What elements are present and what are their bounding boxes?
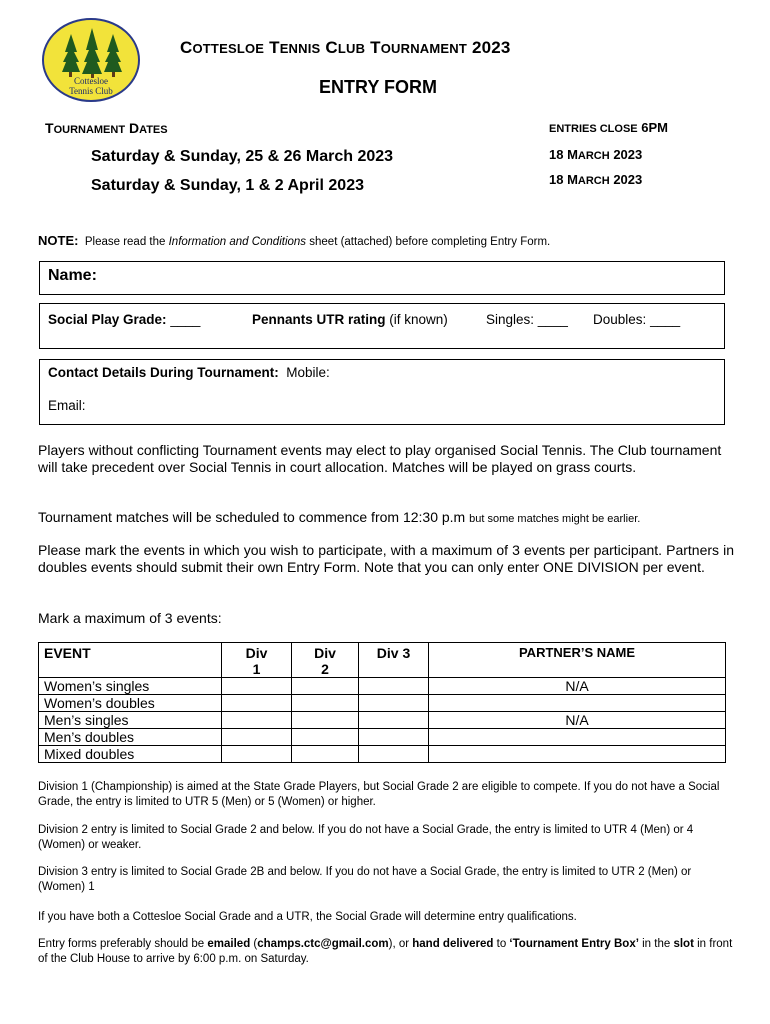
- doubles-label: Doubles: ____: [593, 312, 681, 327]
- name-label: Name:: [48, 267, 97, 284]
- name-field[interactable]: [39, 261, 725, 295]
- div2-cell[interactable]: [292, 729, 359, 746]
- schedule-info: Tournament matches will be scheduled to commence from 12:30 p.m but some matches might be earlier.: [38, 509, 641, 525]
- round2-close-date: 18 MARCH 2023: [549, 172, 643, 187]
- col-partner: PARTNER’S NAME: [429, 643, 726, 678]
- table-row: [39, 678, 726, 695]
- grade-priority-info: If you have both a Cottesloe Social Grade and a UTR, the Social Grade will determine entry qualifications.: [38, 911, 577, 923]
- round1-close-date: 18 MARCH 2023: [549, 147, 643, 162]
- div3-cell[interactable]: [359, 729, 429, 746]
- table-row: [39, 746, 726, 763]
- table-row: [39, 695, 726, 712]
- table-row: [39, 712, 726, 729]
- email-link[interactable]: champs.ctc@gmail.com: [257, 938, 389, 950]
- division1-info: Division 1 (Championship) is aimed at the State Grade Players, but Social Grade 2 are eligible to compete. If you do not have a Social Grade, the entry is limited to UTR 5 (Men) or 5 (Women) or higher.: [38, 781, 720, 808]
- div2-cell[interactable]: [292, 746, 359, 763]
- div3-cell[interactable]: [359, 712, 429, 729]
- partner-cell[interactable]: N/A: [429, 678, 726, 695]
- note: NOTE: Please read the Information and Conditions sheet (attached) before completing Entry Form.: [38, 233, 551, 248]
- div1-cell[interactable]: [222, 746, 292, 763]
- col-event: EVENT: [39, 643, 222, 678]
- event-name: Women’s singles: [39, 678, 222, 695]
- div1-cell[interactable]: [222, 678, 292, 695]
- events-table: [38, 642, 726, 763]
- table-header-row: [39, 643, 726, 678]
- partner-cell[interactable]: [429, 746, 726, 763]
- partner-cell[interactable]: [429, 729, 726, 746]
- grade-field[interactable]: [39, 303, 725, 349]
- col-div3: Div 3: [359, 643, 429, 678]
- page-subtitle: ENTRY FORM: [319, 77, 438, 97]
- round2-dates: Saturday & Sunday, 1 & 2 April 2023: [91, 177, 364, 194]
- division3-info: Division 3 entry is limited to Social Grade 2B and below. If you do not have a Social Grade, the entry is limited to UTR 2 (Men) or (Women) 1: [38, 866, 692, 893]
- entries-close-heading: ENTRIES CLOSE 6PM: [549, 120, 668, 135]
- event-name: Mixed doubles: [39, 746, 222, 763]
- div2-cell[interactable]: [292, 695, 359, 712]
- round1-dates: Saturday & Sunday, 25 & 26 March 2023: [91, 148, 394, 165]
- singles-label: Singles: ____: [486, 312, 568, 327]
- event-name: Men’s doubles: [39, 729, 222, 746]
- col-div2: Div 2: [292, 643, 359, 678]
- partner-cell[interactable]: [429, 695, 726, 712]
- event-name: Men’s singles: [39, 712, 222, 729]
- contact-label: Contact Details During Tournament: Mobile:: [48, 365, 330, 380]
- table-row: [39, 729, 726, 746]
- social-grade-label: Social Play Grade: ____: [48, 312, 201, 327]
- div3-cell[interactable]: [359, 746, 429, 763]
- page-title: COTTESLOE TENNIS CLUB TOURNAMENT 2023: [180, 38, 511, 57]
- club-logo: [42, 18, 140, 102]
- div2-cell[interactable]: [292, 712, 359, 729]
- div1-cell[interactable]: [222, 729, 292, 746]
- div3-cell[interactable]: [359, 695, 429, 712]
- submission-info: Entry forms preferably should be emailed (champs.ctc@gmail.com), or hand delivered to ‘Tournament Entry Box’ in the slot in front of the Club House to arrive by 6:00 p.m. on Saturday.: [38, 938, 733, 965]
- events-instructions: Please mark the events in which you wish to participate, with a maximum of 3 events per participant. Partners in doubles events should submit their own Entry Form. Note that you can only enter ONE DIVISION per event.: [38, 542, 734, 575]
- email-label: Email:: [48, 398, 86, 413]
- div1-cell[interactable]: [222, 712, 292, 729]
- max-events-label: Mark a maximum of 3 events:: [38, 610, 222, 626]
- contact-field[interactable]: [39, 359, 725, 425]
- div3-cell[interactable]: [359, 678, 429, 695]
- col-div1: Div 1: [222, 643, 292, 678]
- div2-cell[interactable]: [292, 678, 359, 695]
- social-tennis-info: Players without conflicting Tournament events may elect to play organised Social Tennis. The Club tournament will take precedent over Social Tennis in court allocation. Matches will be played on grass courts.: [38, 442, 722, 475]
- utr-label: Pennants UTR rating (if known): [252, 312, 448, 327]
- logo-text-line2: Tennis Club: [69, 86, 113, 96]
- logo-text-line1: Cottesloe: [74, 76, 108, 86]
- division2-info: Division 2 entry is limited to Social Grade 2 and below. If you do not have a Social Grade, the entry is limited to UTR 4 (Men) or 4 (Women) or weaker.: [38, 824, 694, 851]
- event-name: Women’s doubles: [39, 695, 222, 712]
- tournament-dates-heading: TOURNAMENT DATES: [45, 120, 168, 136]
- div1-cell[interactable]: [222, 695, 292, 712]
- partner-cell[interactable]: N/A: [429, 712, 726, 729]
